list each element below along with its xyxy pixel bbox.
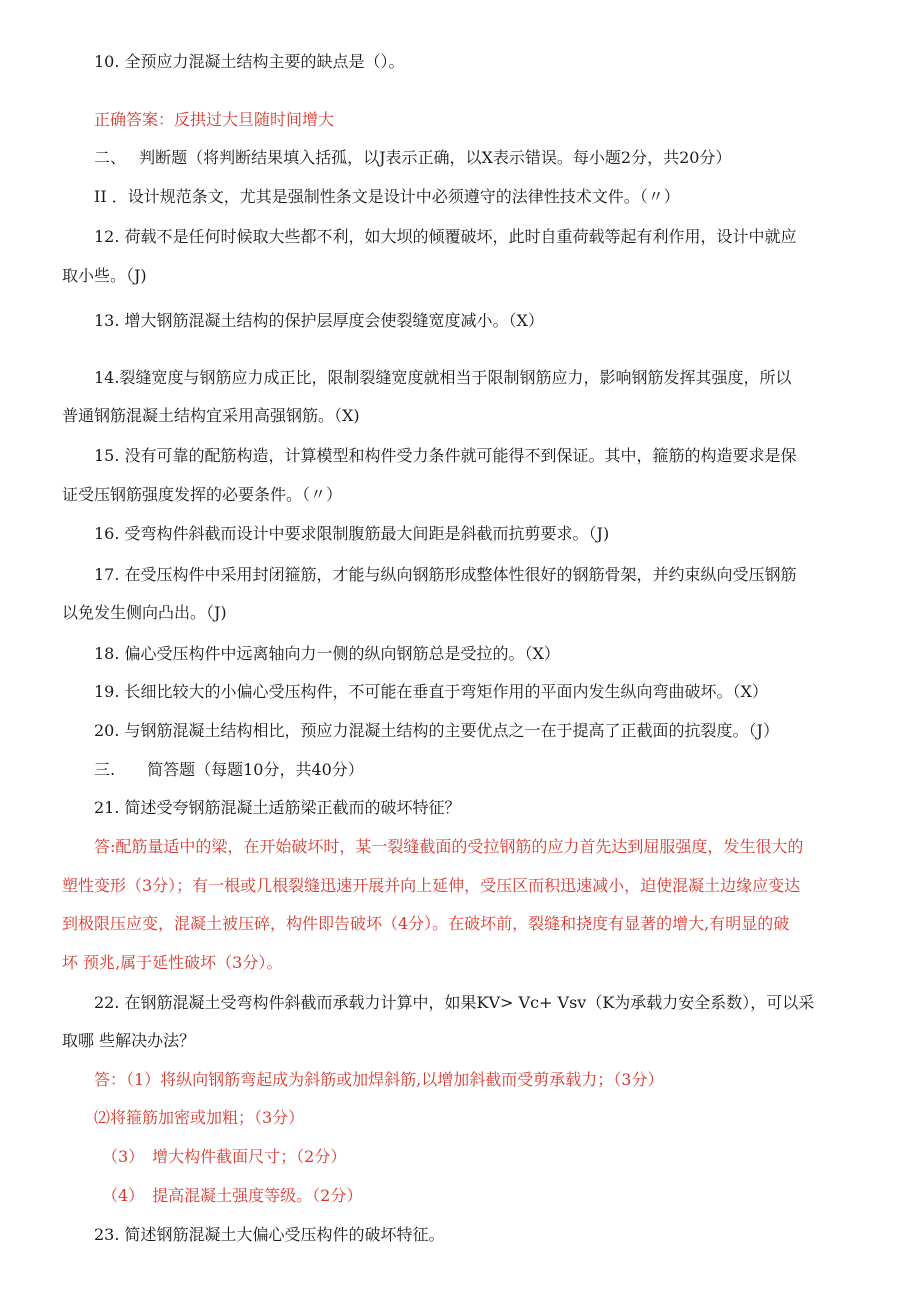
answer-21-line-3: 到极限压应变，混凝土被压碎，构件即告破坏（4分）。在破坏前，裂缝和挠度有显著的增大,有明显的破 (62, 914, 790, 933)
answer-22-item-4: （4） 提高混凝土强度等级。（2分） (102, 1186, 363, 1205)
question-19: 19. 长细比较大的小偏心受压构件，不可能在垂直于弯矩作用的平面内发生纵向弯曲破坏。（X） (94, 682, 768, 701)
question-11: II ．设计规范条文，尤其是强制性条文是设计中必须遵守的法律性技术文件。（〃） (94, 187, 680, 206)
answer-22-item-3: （3） 增大构件截面尺寸；（2分） (102, 1147, 347, 1166)
question-20: 20. 与钢筋混凝土结构相比，预应力混凝土结构的主要优点之一在于提高了正截面的抗裂度。（J） (94, 721, 779, 740)
answer-22-item-2: ⑵将箍筋加密或加粗；（3分） (94, 1108, 305, 1127)
question-17-line-2: 以免发生侧向凸出。（J) (62, 603, 227, 622)
section-2-heading: 二、 判断题（将判断结果填入括孤，以J表示正确，以X表示错误。每小题2分，共20分） (94, 148, 732, 167)
question-14-line-2: 普通钢筋混凝土结构宜采用高强钢筋。（X) (62, 406, 360, 425)
section-3-heading: 三. 简答题（每题10分，共40分） (94, 760, 364, 779)
answer-10: 正确答案：反拱过大旦随时间增大 (94, 110, 335, 129)
question-23: 23. 简述钢筋混凝土大偏心受压构件的破坏特征。 (94, 1225, 445, 1244)
question-17-line-1: 17. 在受压构件中采用封闭箍筋，才能与纵向钢筋形成整体性很好的钢筋骨架，并约束纵向受压钢筋 (94, 565, 797, 584)
question-15-line-1: 15. 没有可靠的配筋构造，计算模型和构件受力条件就可能得不到保证。其中，箍筋的构造要求是保 (94, 446, 797, 465)
answer-21-line-4: 坏 预兆,属于延性破坏（3分）。 (62, 953, 283, 972)
question-22-line-2: 取哪 些解决办法？ (62, 1031, 196, 1050)
question-16: 16. 受弯构件斜截而设计中要求限制腹筋最大间距是斜截而抗剪要求。（J) (94, 524, 610, 543)
question-21: 21. 简述受夸钢筋混凝土适筋梁正截而的破坏特征？ (94, 798, 461, 817)
question-10: 10. 全预应力混凝土结构主要的缺点是（）。 (94, 52, 405, 71)
question-18: 18. 偏心受压构件中远离轴向力一侧的纵向钢筋总是受拉的。（X） (94, 644, 560, 663)
answer-21-line-1: 答:配筋量适中的梁，在开始破坏时，某一裂缝截面的受拉钢筋的应力首先达到屈服强度，发生很大的 (94, 837, 804, 856)
question-12-line-2: 取小些。（J) (62, 266, 147, 285)
question-15-line-2: 证受压钢筋强度发挥的必要条件。（〃） (62, 485, 343, 504)
answer-21-line-2: 塑性变形（3分）；有一根或几根裂缝迅速开展并向上延伸，受压区而积迅速减小，迫使混凝土边缘应变达 (62, 876, 801, 895)
question-14-line-1: 14.裂缝宽度与钢筋应力成正比，限制裂缝宽度就相当于限制钢筋应力，影响钢筋发挥其强度，所以 (94, 368, 792, 387)
question-13: 13. 增大钢筋混凝土结构的保护层厚度会使裂缝宽度减小。（X） (94, 311, 544, 330)
question-12-line-1: 12. 荷载不是任何时候取大些都不利，如大坝的倾覆破坏，此时自重荷载等起有利作用，设计中就应 (94, 227, 797, 246)
answer-22-item-1: 答：（1）将纵向钢筋弯起成为斜筋或加焊斜筋,以增加斜截而受剪承载力；（3分） (94, 1070, 664, 1089)
question-22-line-1: 22. 在钢筋混凝土受弯构件斜截而承载力计算中，如果KV> Vc+ Vsv（K为承载力安全系数），可以采 (94, 993, 815, 1012)
